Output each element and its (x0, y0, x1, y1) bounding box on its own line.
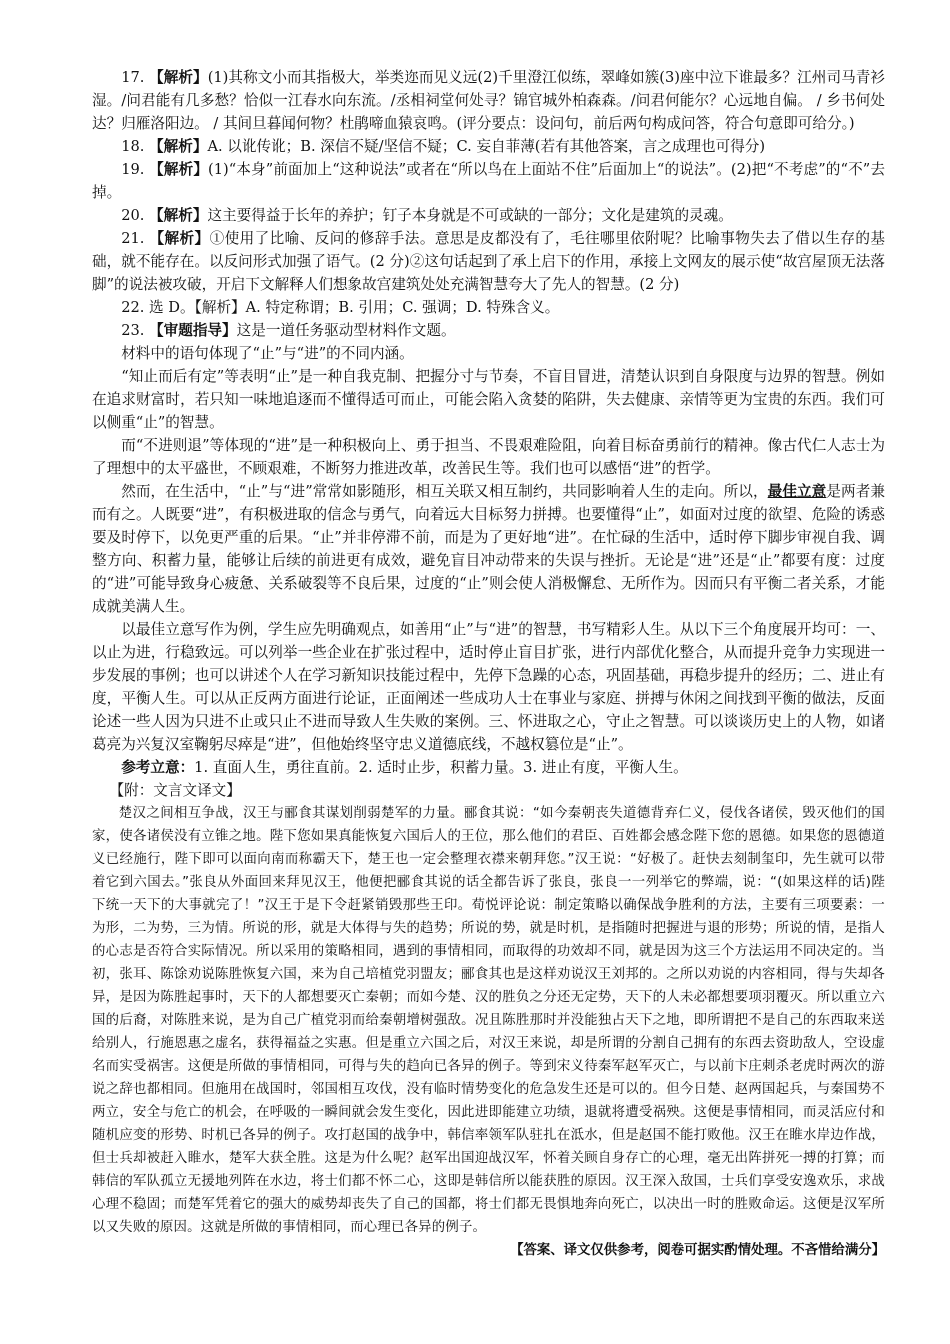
q-number: 17. (121, 69, 145, 86)
para-text: 是两者兼而有之。人既要“进”，有积极进取的信念与勇气，向着远大目标努力拼搏。也要懂得“止”，如面对过度的欲望、危险的诱惑要及时停下，以免更严重的后果。“止”并非停滞不前，而是为了更好地“进”。在忙碌的生活中，适时停下脚步审视自我、调整方向、积蓄力量，能够让后续的前进更有成效，避免盲目冲动带来的失误与挫折。无论是“进”还是“止”都要有度：过度的“进”可能导致身心疲惫、关系破裂等不良后果，过度的“止”则会使人消极懈怠、无所作为。因而只有平衡二者关系，才能成就美满人生。 (92, 483, 885, 615)
reference-text: 1. 直面人生，勇往直前。2. 适时止步，积蓄力量。3. 进止有度，平衡人生。 (194, 759, 688, 776)
best-idea-highlight: 最佳立意 (767, 483, 827, 500)
answer-19 (92, 158, 885, 204)
essay-para-1: 材料中的语句体现了“止”与“进”的不同内涵。 (121, 345, 414, 362)
essay-para-3: 而“不进则退”等体现的“进”是一种积极向上、勇于担当、不畏艰难险阻，向着目标奋勇前行的精神。像古代仁人志士为了理想中的太平盛世，不顾艰难，不断努力推进改革，改善民生等。我们也可以感悟“进”的哲学。 (92, 437, 885, 477)
para-text: 然而，在生活中，“止”与“进”常常如影随形，相互关联又相互制约，共同影响着人生的走向。所以， (121, 483, 768, 500)
essay-para-5: 以最佳立意写作为例，学生应先明确观点，如善用“止”与“进”的智慧，书写精彩人生。从以下三个角度展开均可：一、以止为进，行稳致远。可以列举一些企业在扩张过程中，适时停止盲目扩张，进行内部优化整合，从而提升竞争力实现进一步发展的事例；也可以讲述个人在学习新知识技能过程中，先停下急躁的心态，巩固基础，再稳步提升的经历；二、进止有度，平衡人生。可以从正反两方面进行论证，正面阐述一些成功人士在事业与家庭、拼搏与休闲之间找到平衡的做法，反面论述一些人因为只进不止或只止不进而导致人生失败的案例。三、怀进取之心，守止之智慧。可以谈谈历史上的人物，如诸葛亮为兴复汉室鞠躬尽瘁是“进”，但他始终坚守忠义道德底线，不越权篡位是“止”。 (92, 621, 885, 753)
answer-text: A. 以讹传讹；B. 深信不疑/坚信不疑；C. 妄自菲薄(若有其他答案，言之成理也可得分) (207, 138, 766, 155)
answer-23-header (92, 319, 885, 342)
analysis-tag: 【解析】 (149, 207, 208, 224)
q-number: 18. (121, 138, 145, 155)
answer-text: 这是一道任务驱动型材料作文题。 (236, 322, 456, 339)
reference-label: 参考立意： (121, 759, 195, 776)
q-number: 21. (121, 230, 145, 247)
answer-text: (1)其称文小而其指极大，举类迩而见义远(2)千里澄江似练，翠峰如簇(3)座中泣下谁最多？江州司马青衫湿。/问君能有几多愁？恰似一江春水向东流。/丞相祠堂何处寻？锦官城外柏森森。/问君何能尔？心远地自偏。 / 乡书何处达？归雁洛阳边。 / 其间旦暮闻何物？杜鹃啼血猿哀鸣。(评分要点：设问句，前后两句构成问答，符合句意即可给分。) (92, 69, 885, 132)
footer-note: 【答案、译文仅供参考，阅卷可据实酌情处理。不吝惜给满分】 (510, 1243, 885, 1258)
analysis-tag: 【解析】 (149, 138, 208, 155)
answer-22: 22. 选 D。【解析】A. 特定称谓；B. 引用；C. 强调；D. 特殊含义。 (121, 299, 560, 316)
q-number: 19. (121, 161, 145, 178)
answer-21 (92, 227, 885, 296)
analysis-tag: 【解析】 (149, 69, 208, 86)
answer-20 (92, 204, 885, 227)
answer-18 (92, 135, 885, 158)
guide-tag: 【审题指导】 (149, 322, 237, 339)
answer-document (92, 66, 885, 1262)
answer-text: 这主要得益于长年的养护；钉子本身就是不可或缺的一部分；文化是建筑的灵魂。 (207, 207, 733, 224)
appendix-title: 【附：文言文译文】 (109, 782, 241, 799)
essay-para-4 (92, 480, 885, 618)
essay-para-2: “知止而后有定”等表明“止”是一种自我克制、把握分寸与节奏，不盲目冒进，清楚认识到自身限度与边界的智慧。例如在追求财富时，若只知一味地追逐而不懂得适可而止，可能会陷入贪婪的陷阱，失去健康、亲情等更为宝贵的东西。我们可以侧重“止”的智慧。 (92, 368, 885, 431)
answer-17 (92, 66, 885, 135)
q-number: 20. (121, 207, 145, 224)
q-number: 23. (121, 322, 145, 339)
appendix-translation: 楚汉之间相互争战，汉王与郦食其谋划削弱楚军的力量。郦食其说：“如今秦朝丧失道德背弃仁义，侵伐各诸侯，毁灭他们的国家，使各诸侯没有立锥之地。陛下您如果真能恢复六国后人的王位，那么他们的君臣、百姓都会感念陛下您的恩德。如果您的恩德道义已经施行，陛下即可以面向南而称霸天下，楚王也一定会整理衣襟来朝拜您。”汉王说：“好极了。赶快去刻制玺印，先生就可以带着它到六国去。”张良从外面回来拜见汉王，他便把郦食其说的话全都告诉了张良，张良一一列举它的弊端，说：“(如果这样的话)陛下统一天下的大事就完了！”汉王于是下令赶紧销毁那些王印。荀悦评论说：制定策略以确保战争胜利的方法，主要有三项要素：一为形，二为势，三为情。所说的形，就是大体得与失的趋势；所说的势，就是时机，是指随时把握进与退的形势；所说的情，是指人的心志是否符合实际情况。所以采用的策略相同，遇到的事情相同，而取得的功效却不同，就是因为这三个方法运用不同决定的。当初，张耳、陈馀劝说陈胜恢复六国，来为自己培植党羽盟友；郦食其也是这样劝说汉王刘邦的。之所以劝说的内容相同，得与失却各异，是因为陈胜起事时，天下的人都想要灭亡秦朝；而如今楚、汉的胜负之分还无定势，天下的人未必都想要项羽覆灭。所以重立六国的后裔，对陈胜来说，是为自己广植党羽而给秦朝增树强敌。况且陈胜那时并没能独占天下之地，即所谓把不是自己的东西取来送给别人，行施恩惠之虚名，获得福益之实惠。但是重立六国之后，对汉王来说，却是所谓的分割自己拥有的东西去资助敌人，空设虚名而实受祸害。这便是所做的事情相同，可得与失的趋向已各异的例子。等到宋义待秦军赵军灭亡，与以前卞庄刺杀老虎时两次的游说之辞也都相同。但施用在战国时，邻国相互攻伐，没有临时情势变化的危急发生还是可以的。但今日楚、赵两国起兵，与秦国势不两立，安全与危亡的机会，在呼吸的一瞬间就会发生变化，因此进即能建立功绩，退就将遭受祸殃。这便是事情相同，而灵活应付和随机应变的形势、时机已各异的例子。攻打赵国的战争中，韩信率领军队驻扎在泜水，但是赵国不能打败他。汉王在睢水岸边作战，但士兵却被赶入睢水，楚军大获全胜。这是为什么呢？赵军出国迎战汉军，怀着关顾自身存亡的心理，毫无出阵拼死一搏的打算；而韩信的军队孤立无援地列阵在水边，将士们都不怀二心，这即是韩信所以能获胜的原因。汉王深入敌国，士兵们享受安逸欢乐，求战心理不稳固；而楚军凭着它的强大的威势却丧失了自己的国都，将士们都无畏惧地奔向死亡，以决出一时的胜败命运。这便是汉军所以又失败的原因。这就是所做的事情相同，而心理已各异的例子。 (92, 806, 885, 1235)
analysis-tag: 【解析】 (149, 230, 210, 247)
reference-ideas (92, 756, 885, 779)
answer-text: ①使用了比喻、反问的修辞手法。意思是皮都没有了，毛往哪里依附呢？比喻事物失去了借以生存的基础，就不能存在。以反问形式加强了语气。(2 分)②这句话起到了承上启下的作用，承接上文网友的展示使“故宫屋顶无法落脚”的说法被攻破，开启下文解释人们想象故宫建筑处处充满智慧夸大了先人的智慧。(2 分) (92, 230, 885, 293)
analysis-tag: 【解析】 (149, 161, 209, 178)
answer-text: (1)“本身”前面加上“这种说法”或者在“所以鸟在上面站不住”后面加上“的说法”。(2)把“不考虑”的“不”去掉。 (92, 161, 885, 201)
